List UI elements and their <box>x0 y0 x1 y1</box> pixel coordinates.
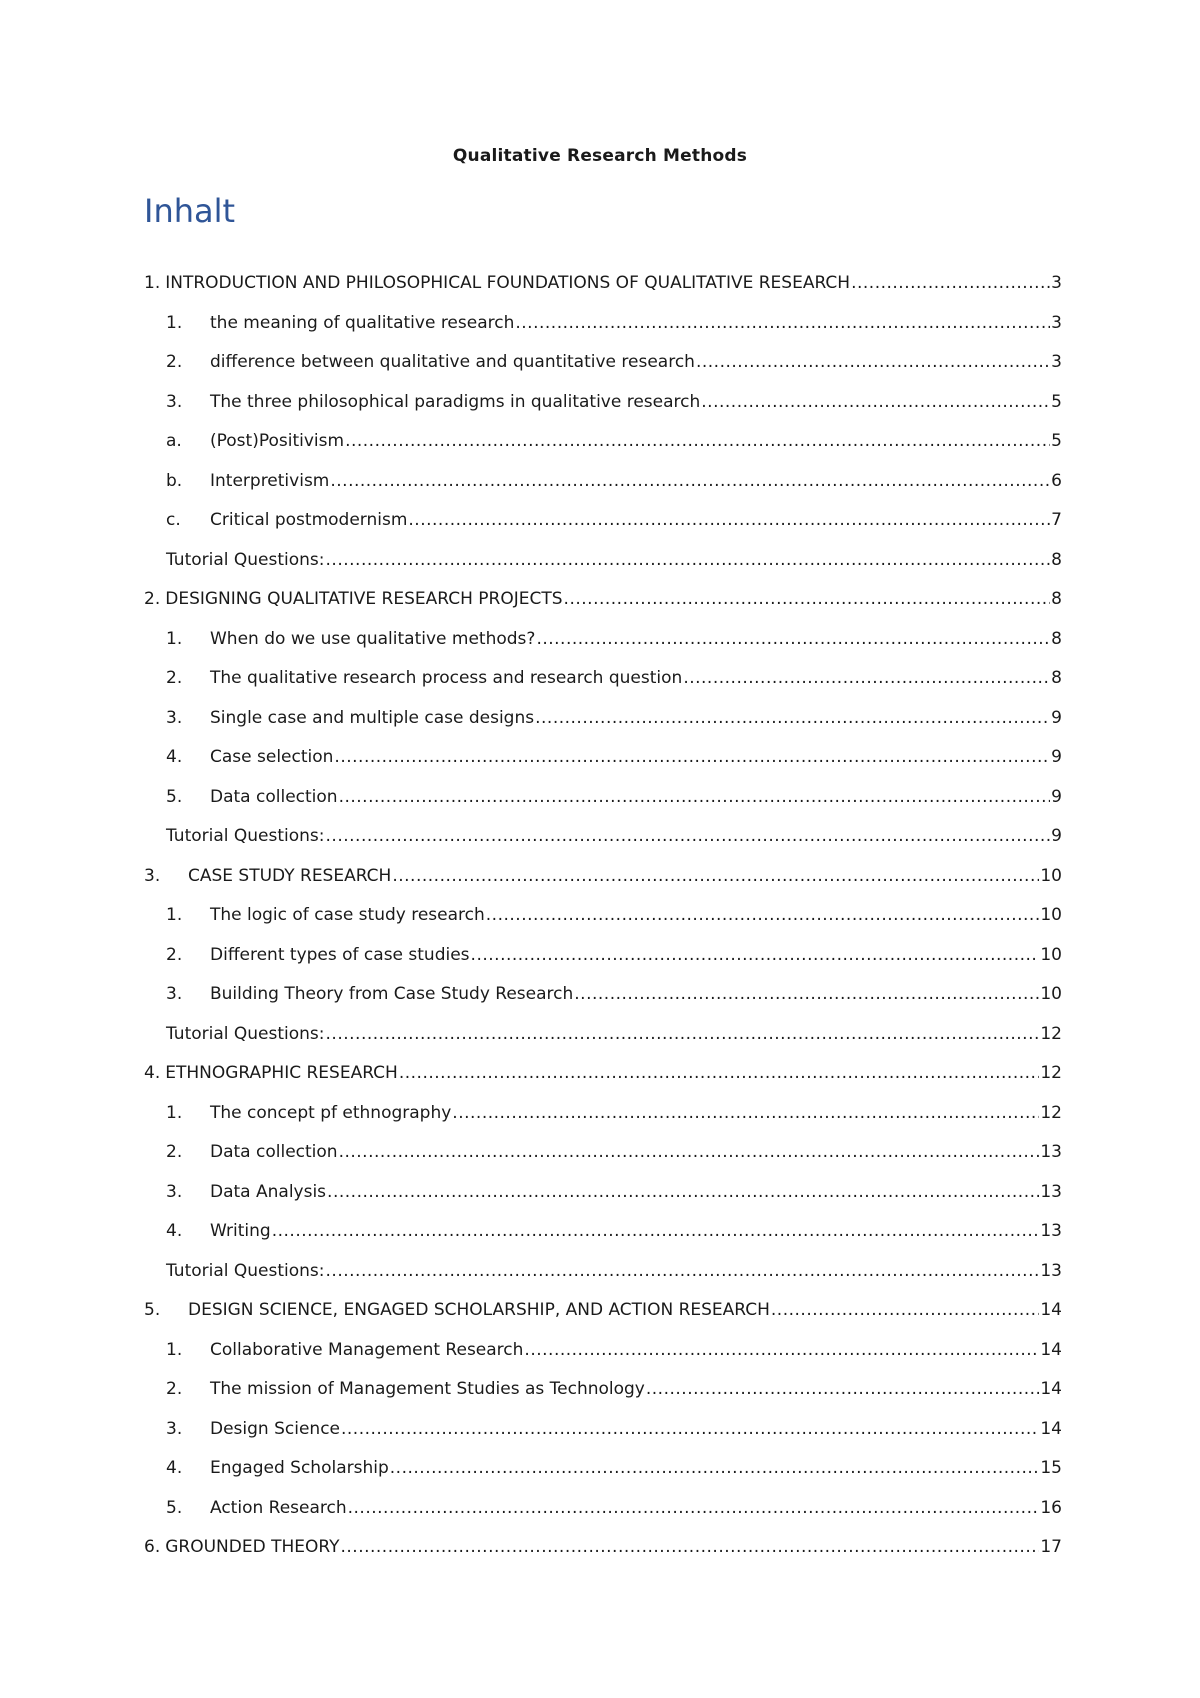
toc-entry-title: ETHNOGRAPHIC RESEARCH <box>165 1063 398 1083</box>
toc-dot-leader <box>340 1537 1039 1557</box>
toc-entry[interactable] <box>144 629 1062 669</box>
toc-entry-page-number: 9 <box>1051 786 1062 807</box>
toc-dot-leader <box>327 1182 1039 1202</box>
toc-entry[interactable] <box>144 1142 1062 1182</box>
toc-entry-title: Tutorial Questions: <box>166 549 325 570</box>
toc-entry[interactable] <box>144 1103 1062 1143</box>
toc-dot-leader <box>339 1142 1040 1162</box>
toc-entry-number: 4. <box>166 747 183 767</box>
toc-entry-number: 1. <box>166 1339 183 1360</box>
toc-entry-number: c. <box>166 510 181 530</box>
toc-entry-title: Tutorial Questions: <box>166 826 325 846</box>
toc-dot-leader <box>564 589 1051 609</box>
toc-entry-page-number: 15 <box>1040 1458 1062 1478</box>
toc-entry[interactable] <box>144 1458 1062 1498</box>
toc-entry-number: 3. <box>166 1181 183 1202</box>
toc-entry-title: DESIGNING QUALITATIVE RESEARCH PROJECTS <box>165 589 563 609</box>
toc-entry[interactable] <box>144 708 1062 748</box>
toc-entry-title: DESIGN SCIENCE, ENGAGED SCHOLARSHIP, AND ACTION RESEARCH <box>188 1300 770 1320</box>
toc-entry-title: GROUNDED THEORY <box>165 1537 340 1557</box>
toc-entry-title: Engaged Scholarship <box>210 1458 389 1478</box>
toc-entry-number: 1. <box>144 273 161 293</box>
toc-entry-page-number: 12 <box>1040 1102 1062 1123</box>
toc-entry[interactable] <box>144 352 1062 392</box>
toc-entry-number: 6. <box>144 1537 161 1557</box>
toc-entry-page-number: 10 <box>1040 865 1062 886</box>
toc-entry-page-number: 9 <box>1051 826 1062 846</box>
toc-dot-leader <box>471 945 1040 965</box>
toc-heading: Inhalt <box>144 192 236 230</box>
toc-entry-title: Interpretivism <box>210 470 330 491</box>
toc-entry-title: Collaborative Management Research <box>210 1339 524 1360</box>
toc-entry-title: difference between qualitative and quantitative research <box>210 352 695 372</box>
toc-entry-page-number: 12 <box>1040 1063 1062 1083</box>
toc-entry[interactable] <box>144 945 1062 985</box>
toc-entry-title: Single case and multiple case designs <box>210 707 535 728</box>
toc-entry-title: Different types of case studies <box>210 944 470 965</box>
toc-entry-title: Data collection <box>210 1142 338 1162</box>
toc-entry-number: 2. <box>166 352 183 372</box>
toc-entry[interactable] <box>144 984 1062 1024</box>
toc-entry-page-number: 10 <box>1040 944 1062 965</box>
toc-entry-title: Critical postmodernism <box>210 510 408 530</box>
toc-entry-page-number: 13 <box>1040 1181 1062 1202</box>
toc-dot-leader <box>341 1419 1039 1439</box>
toc-entry-number: 4. <box>166 1221 183 1241</box>
toc-entry-title: Tutorial Questions: <box>166 1260 325 1281</box>
toc-entry-page-number: 8 <box>1051 549 1062 570</box>
toc-entry-page-number: 5 <box>1051 431 1062 451</box>
document-title: Qualitative Research Methods <box>452 146 748 166</box>
toc-entry-page-number: 9 <box>1051 707 1062 728</box>
toc-dot-leader <box>326 550 1051 570</box>
toc-entry[interactable] <box>144 1063 1062 1103</box>
toc-entry-number: 4. <box>144 1063 161 1083</box>
toc-entry-page-number: 3 <box>1051 352 1062 372</box>
toc-entry-number: 2. <box>166 668 183 688</box>
toc-entry-page-number: 13 <box>1040 1142 1062 1162</box>
toc-entry-page-number: 14 <box>1040 1300 1062 1320</box>
toc-entry[interactable] <box>144 1221 1062 1261</box>
toc-entry-page-number: 3 <box>1051 273 1062 293</box>
toc-entry-page-number: 6 <box>1051 470 1062 491</box>
toc-entry[interactable] <box>144 392 1062 432</box>
toc-entry-title: The concept pf ethnography <box>210 1102 452 1123</box>
toc-dot-leader <box>771 1300 1039 1320</box>
toc-entry[interactable] <box>144 1419 1062 1459</box>
toc-dot-leader <box>452 1103 1039 1123</box>
toc-entry-page-number: 10 <box>1040 905 1062 925</box>
toc-entry-title: the meaning of qualitative research <box>210 312 515 333</box>
toc-entry-number: 1. <box>166 1102 183 1123</box>
toc-entry[interactable] <box>144 510 1062 550</box>
toc-entry-number: 4. <box>166 1458 183 1478</box>
toc-entry-number: b. <box>166 470 183 491</box>
toc-entry-title: Data Analysis <box>210 1181 327 1202</box>
toc-entry-title: Design Science <box>210 1418 340 1439</box>
toc-entry-number: 3. <box>166 1418 183 1439</box>
toc-entry-title: CASE STUDY RESEARCH <box>188 865 392 886</box>
toc-entry-page-number: 13 <box>1040 1221 1062 1241</box>
toc-entry-number: 5. <box>166 1497 183 1518</box>
toc-entry-title: The three philosophical paradigms in qualitative research <box>210 391 701 412</box>
toc-entry[interactable] <box>144 1340 1062 1380</box>
toc-entry-number: 3. <box>166 984 183 1004</box>
toc-entry-page-number: 17 <box>1040 1537 1062 1557</box>
toc-entry[interactable] <box>144 1024 1062 1064</box>
toc-entry[interactable] <box>144 431 1062 471</box>
toc-entry-page-number: 9 <box>1051 747 1062 767</box>
toc-entry-number: 5. <box>144 1300 161 1320</box>
toc-dot-leader <box>348 1498 1040 1518</box>
toc-entry-number: 1. <box>166 312 183 333</box>
toc-dot-leader <box>390 1458 1040 1478</box>
toc-dot-leader <box>326 1024 1040 1044</box>
toc-entry-page-number: 16 <box>1040 1497 1062 1518</box>
toc-dot-leader <box>345 431 1050 451</box>
toc-entry-page-number: 3 <box>1051 312 1062 333</box>
toc-entry[interactable] <box>144 668 1062 708</box>
toc-dot-leader <box>408 510 1050 530</box>
toc-entry-page-number: 14 <box>1040 1379 1062 1399</box>
toc-dot-leader <box>330 471 1050 491</box>
toc-entry-page-number: 8 <box>1051 589 1062 609</box>
toc-entry-title: Tutorial Questions: <box>166 1023 325 1044</box>
toc-entry-number: 3. <box>166 707 183 728</box>
toc-entry[interactable] <box>144 1379 1062 1419</box>
toc-dot-leader <box>851 273 1050 293</box>
toc-entry[interactable] <box>144 1182 1062 1222</box>
toc-entry-number: 2. <box>166 1142 183 1162</box>
toc-entry-number: 2. <box>166 1379 183 1399</box>
toc-dot-leader <box>524 1340 1039 1360</box>
toc-entry[interactable] <box>144 550 1062 590</box>
toc-dot-leader <box>399 1063 1040 1083</box>
toc-entry-title: Writing <box>210 1221 271 1241</box>
toc-entry-title: Case selection <box>210 747 334 767</box>
toc-dot-leader <box>646 1379 1039 1399</box>
toc-entry-number: 3. <box>144 865 161 886</box>
toc-entry-number: 5. <box>166 786 183 807</box>
toc-entry-page-number: 14 <box>1040 1418 1062 1439</box>
toc-entry-title: (Post)Positivism <box>210 431 345 451</box>
toc-dot-leader <box>683 668 1050 688</box>
toc-entry-title: Action Research <box>210 1497 347 1518</box>
toc-entry[interactable] <box>144 747 1062 787</box>
toc-entry[interactable] <box>144 787 1062 827</box>
toc-entry-page-number: 7 <box>1051 510 1062 530</box>
toc-entry[interactable] <box>144 1261 1062 1301</box>
toc-entry-number: 2. <box>144 589 161 609</box>
toc-entry-number: a. <box>166 431 182 451</box>
toc-entry-number: 1. <box>166 905 183 925</box>
toc-entry-title: INTRODUCTION AND PHILOSOPHICAL FOUNDATIONS OF QUALITATIVE RESEARCH <box>165 273 851 293</box>
toc-entry-page-number: 14 <box>1040 1339 1062 1360</box>
toc-entry-number: 2. <box>166 944 183 965</box>
toc-entry-title: Data collection <box>210 786 338 807</box>
toc-entry[interactable] <box>144 589 1062 629</box>
toc-entry-number: 1. <box>166 628 183 649</box>
toc-dot-leader <box>392 866 1039 886</box>
toc-dot-leader <box>696 352 1050 372</box>
toc-dot-leader <box>486 905 1040 925</box>
toc-entry[interactable] <box>144 1537 1062 1577</box>
toc-dot-leader <box>272 1221 1040 1241</box>
toc-entry-number: 3. <box>166 391 183 412</box>
toc-dot-leader <box>515 313 1050 333</box>
toc-entry-page-number: 8 <box>1051 668 1062 688</box>
toc-entry[interactable] <box>144 273 1062 313</box>
toc-dot-leader <box>339 787 1051 807</box>
toc-dot-leader <box>701 392 1050 412</box>
toc-entry-page-number: 12 <box>1040 1023 1062 1044</box>
toc-dot-leader <box>326 826 1051 846</box>
toc-entry[interactable] <box>144 471 1062 511</box>
toc-entry[interactable] <box>144 1300 1062 1340</box>
toc-entry-title: When do we use qualitative methods? <box>210 628 536 649</box>
toc-entry[interactable] <box>144 905 1062 945</box>
toc-entry-page-number: 10 <box>1040 984 1062 1004</box>
toc-entry-title: Building Theory from Case Study Research <box>210 984 574 1004</box>
toc-entry-page-number: 13 <box>1040 1260 1062 1281</box>
toc-entry-title: The mission of Management Studies as Technology <box>210 1379 645 1399</box>
toc-entry-title: The qualitative research process and research question <box>210 668 683 688</box>
toc-entry-page-number: 5 <box>1051 391 1062 412</box>
table-of-contents <box>144 273 1062 1577</box>
toc-entry[interactable] <box>144 1498 1062 1538</box>
toc-entry[interactable] <box>144 826 1062 866</box>
toc-entry-title: The logic of case study research <box>210 905 485 925</box>
toc-dot-leader <box>536 629 1050 649</box>
toc-dot-leader <box>334 747 1050 767</box>
toc-entry-page-number: 8 <box>1051 628 1062 649</box>
toc-entry[interactable] <box>144 313 1062 353</box>
toc-dot-leader <box>326 1261 1040 1281</box>
toc-dot-leader <box>574 984 1039 1004</box>
toc-entry[interactable] <box>144 866 1062 906</box>
toc-dot-leader <box>535 708 1050 728</box>
